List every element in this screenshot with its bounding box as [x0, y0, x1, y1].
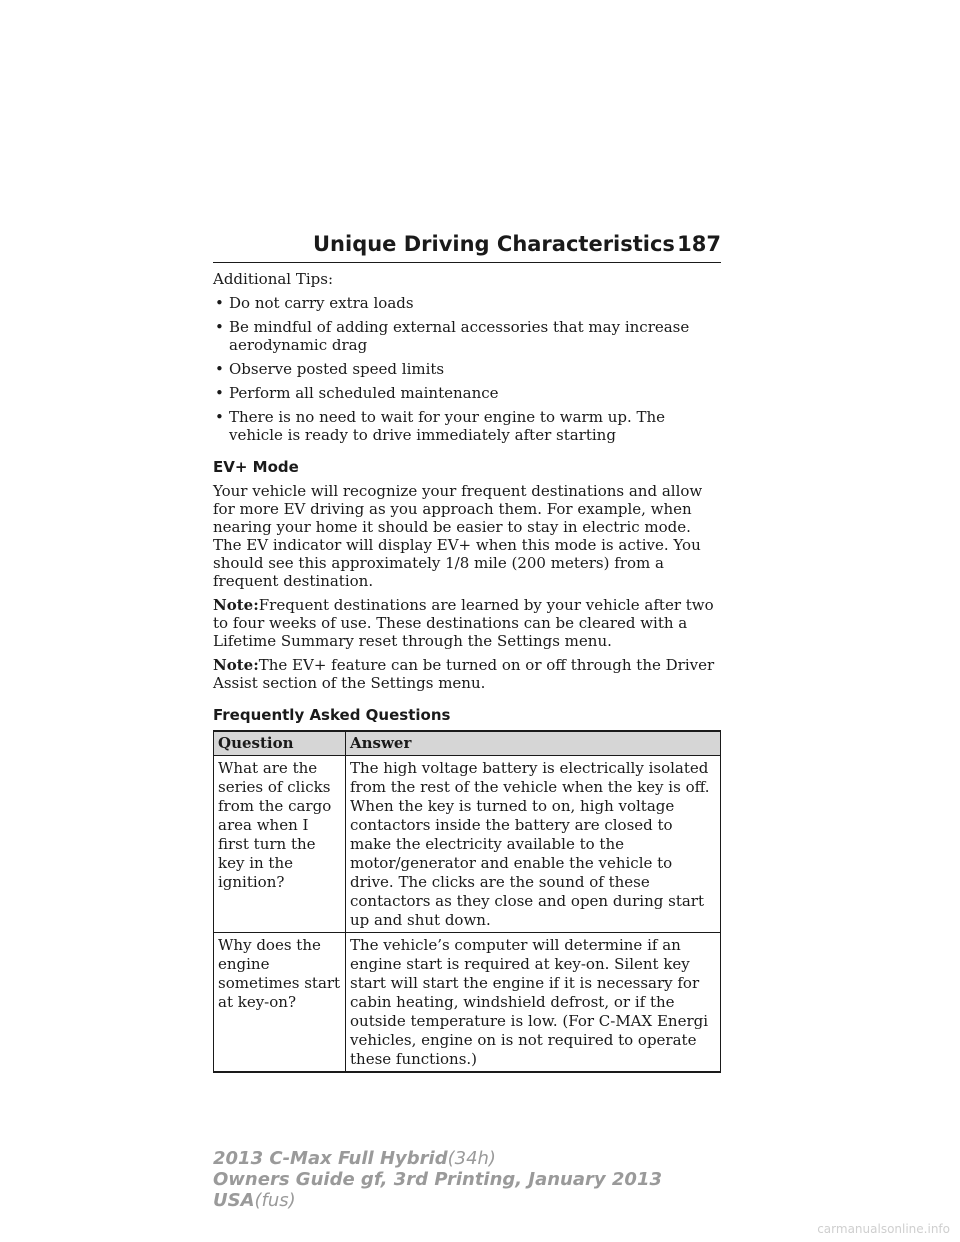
note-text: The EV+ feature can be turned on or off through the Driver Assist section of the Settings menu.: [213, 656, 715, 692]
table-header-row: [214, 731, 721, 756]
section-title: Unique Driving Characteristics: [313, 232, 675, 256]
note-label: Note:: [213, 656, 259, 674]
bullet-icon: •: [215, 360, 224, 378]
column-header-answer: Answer: [346, 731, 721, 756]
bullet-icon: •: [215, 318, 224, 336]
note-label: Note:: [213, 596, 259, 614]
page-footer: [213, 1148, 662, 1211]
note-paragraph: [213, 656, 721, 692]
question-cell: Why does the engine sometimes start at key-on?: [214, 933, 346, 1073]
page-number: 187: [677, 232, 721, 256]
footer-line: Owners Guide gf, 3rd Printing, January 2013: [213, 1169, 662, 1190]
list-item: • Do not carry extra loads: [215, 294, 414, 312]
bullet-icon: •: [215, 408, 224, 426]
bullet-icon: •: [215, 384, 224, 402]
column-header-question: Question: [214, 731, 346, 756]
answer-cell: The high voltage battery is electrically isolated from the rest of the vehicle when the key is off. When the key is turned to on, high voltage contactors inside the battery are closed to make the electricity available to the motor/generator and enable the vehicle to drive. The clicks are the sound of these contactors as they close and open during start up and shut down.: [346, 756, 721, 933]
tips-list: [213, 294, 721, 444]
list-item: • Observe posted speed limits: [215, 360, 445, 378]
tips-intro: Additional Tips:: [213, 270, 334, 288]
watermark: carmanualsonline.info: [817, 1222, 950, 1236]
list-item: • Perform all scheduled maintenance: [215, 384, 499, 402]
note-paragraph: [213, 596, 721, 650]
faq-table: [213, 730, 721, 1073]
ev-mode-body: Your vehicle will recognize your frequent destinations and allow for more EV driving as you approach them. For example, when nearing your home it should be easier to stay in electric mode. The EV indicator will display EV+ when this mode is active. You should see this approximately 1/8 mile (200 meters) from a frequent destination.: [213, 482, 703, 590]
table-row: [214, 933, 721, 1073]
bullet-icon: •: [215, 294, 224, 312]
answer-cell: The vehicle’s computer will determine if an engine start is required at key-on. Silent key start will start the engine if it is necessary for cabin heating, windshield defrost, or if the outside temperature is low. (For C-MAX Energi vehicles, engine on is not required to operate these functions.): [346, 933, 721, 1073]
ev-mode-heading: EV+ Mode: [213, 458, 299, 476]
footer-line: 2013 C-Max Full Hybrid(34h): [213, 1148, 496, 1169]
page-content: [213, 270, 721, 1073]
list-item: • Be mindful of adding external accessories that may increase aerodynamic drag: [215, 318, 690, 354]
table-row: [214, 756, 721, 933]
list-item: • There is no need to wait for your engine to warm up. The vehicle is ready to drive immediately after starting: [215, 408, 666, 444]
faq-heading: Frequently Asked Questions: [213, 706, 451, 724]
note-text: Frequent destinations are learned by your vehicle after two to four weeks of use. These destinations can be cleared with a Lifetime Summary reset through the Settings menu.: [213, 596, 714, 650]
footer-line: USA(fus): [213, 1190, 296, 1211]
page-header: [213, 228, 721, 263]
question-cell: What are the series of clicks from the cargo area when I first turn the key in the ignition?: [214, 756, 346, 933]
